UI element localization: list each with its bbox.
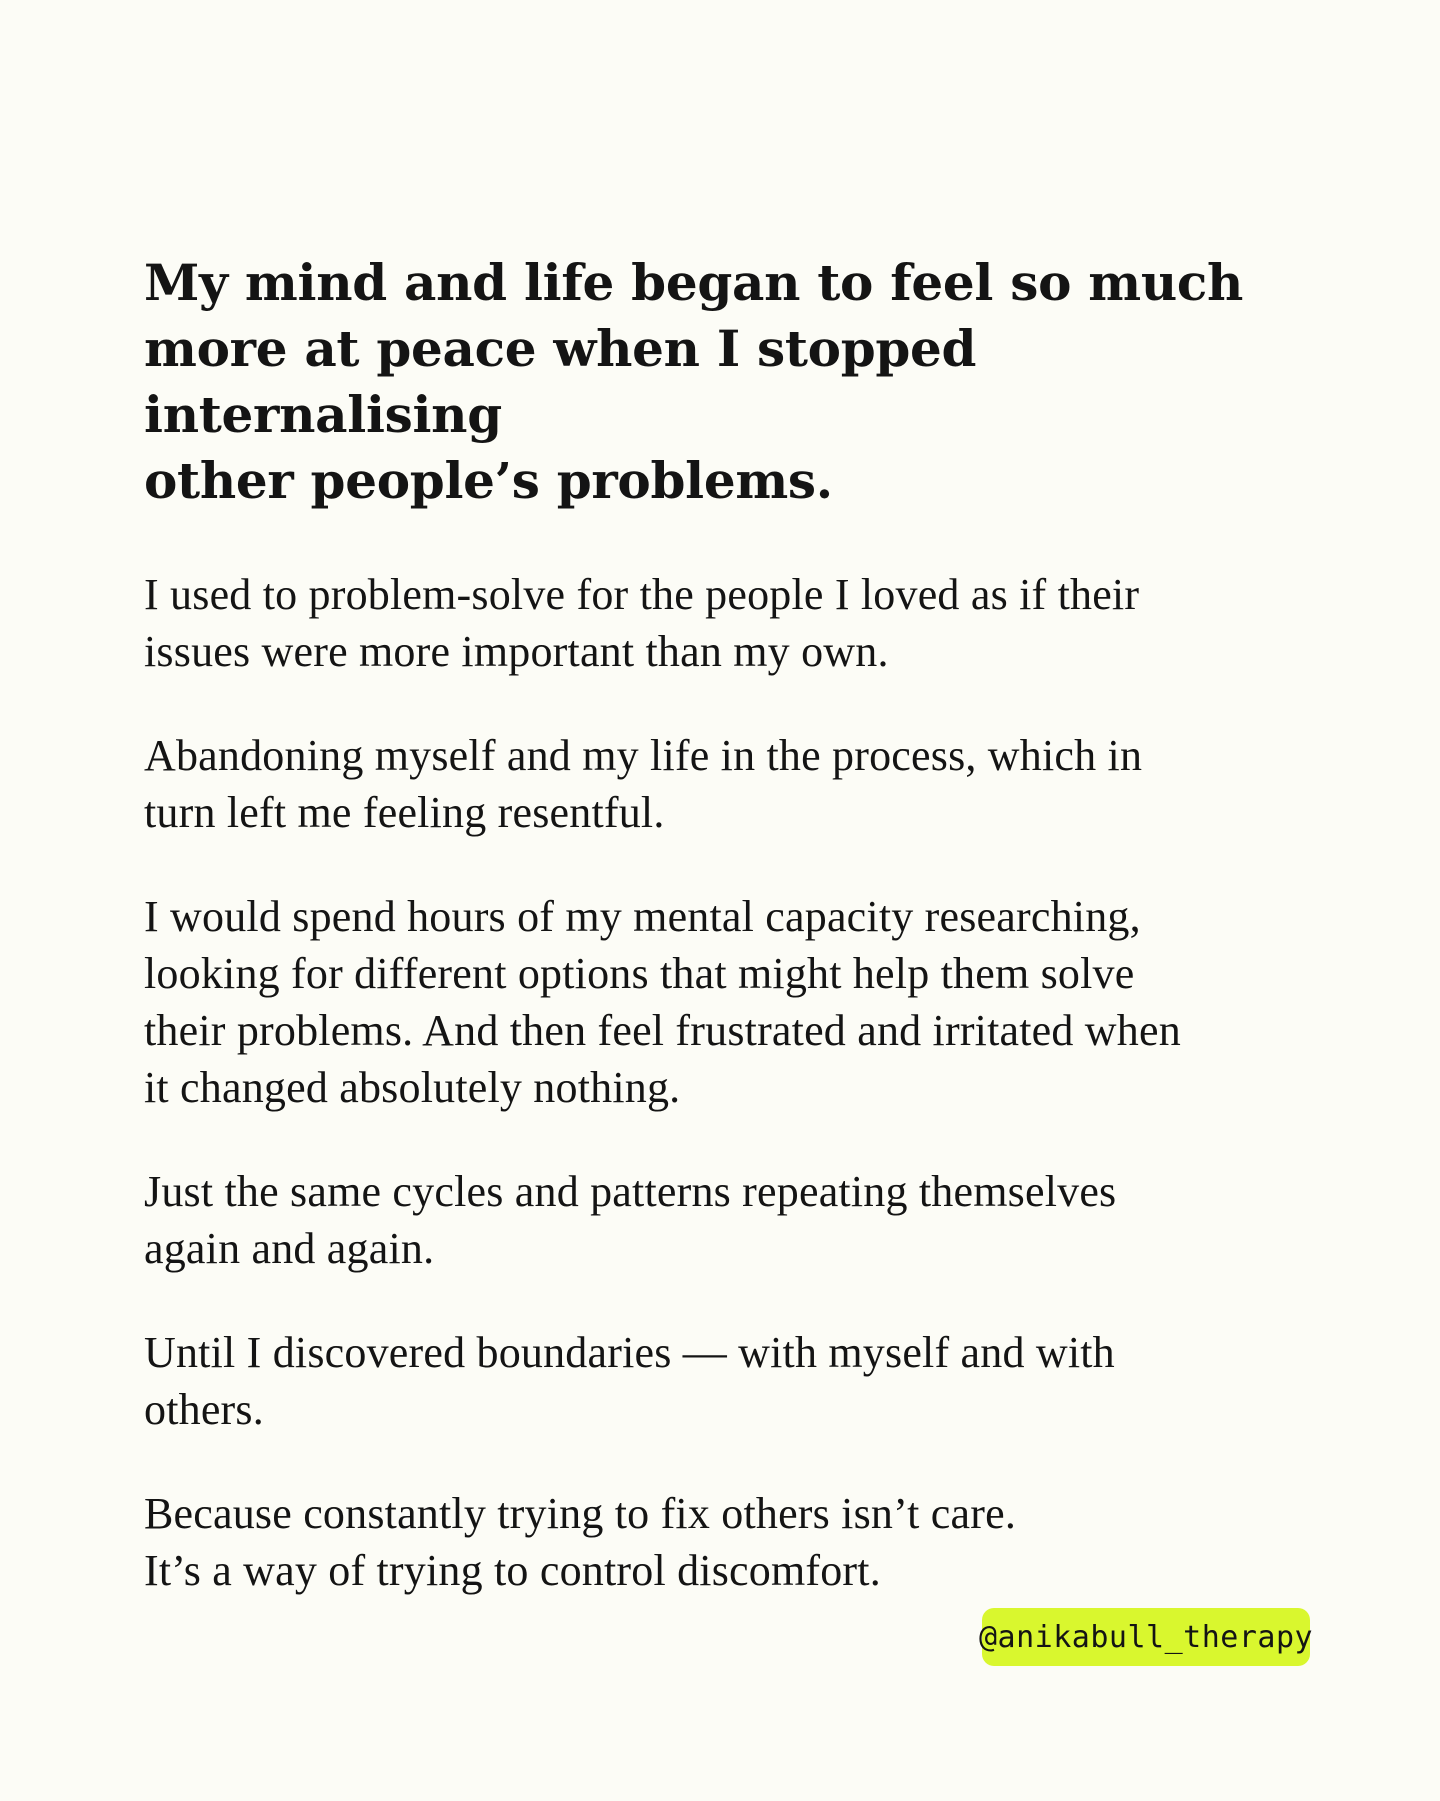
paragraph-line: their problems. And then feel frustrated and irritated when: [144, 1006, 1181, 1055]
paragraph-line: turn left me feeling resentful.: [144, 788, 665, 837]
paragraph-line: Until I discovered boundaries — with myself and with: [144, 1328, 1115, 1377]
headline: [144, 250, 1324, 514]
author-handle-badge: [978, 1608, 1314, 1666]
paragraph-line: it changed absolutely nothing.: [144, 1063, 681, 1112]
paragraph-line: I used to problem-solve for the people I loved as if their: [144, 570, 1140, 619]
author-handle: @anikabull_therapy: [978, 1619, 1314, 1655]
paragraph-line: Because constantly trying to fix others isn’t care.: [144, 1489, 1017, 1538]
paragraph: [144, 566, 1324, 680]
paragraph: [144, 1163, 1324, 1277]
paragraph: [144, 1324, 1324, 1438]
paragraph-line: Abandoning myself and my life in the process, which in: [144, 731, 1143, 780]
paragraph-line: looking for different options that might help them solve: [144, 949, 1135, 998]
headline-line: My mind and life began to feel so much: [144, 253, 1244, 312]
paragraph: [144, 1485, 1324, 1599]
paragraph: [144, 888, 1324, 1116]
paragraph-line: It’s a way of trying to control discomfort.: [144, 1546, 881, 1595]
paragraph-line: Just the same cycles and patterns repeating themselves: [144, 1167, 1117, 1216]
post-content: [144, 250, 1324, 1646]
paragraph-line: I would spend hours of my mental capacity researching,: [144, 892, 1141, 941]
paragraph: [144, 727, 1324, 841]
body-text: [144, 566, 1324, 1599]
paragraph-line: others.: [144, 1385, 264, 1434]
headline-line: other people’s problems.: [144, 451, 833, 510]
headline-line: more at peace when I stopped internalising: [144, 319, 977, 444]
paragraph-line: again and again.: [144, 1224, 435, 1273]
paragraph-line: issues were more important than my own.: [144, 627, 889, 676]
